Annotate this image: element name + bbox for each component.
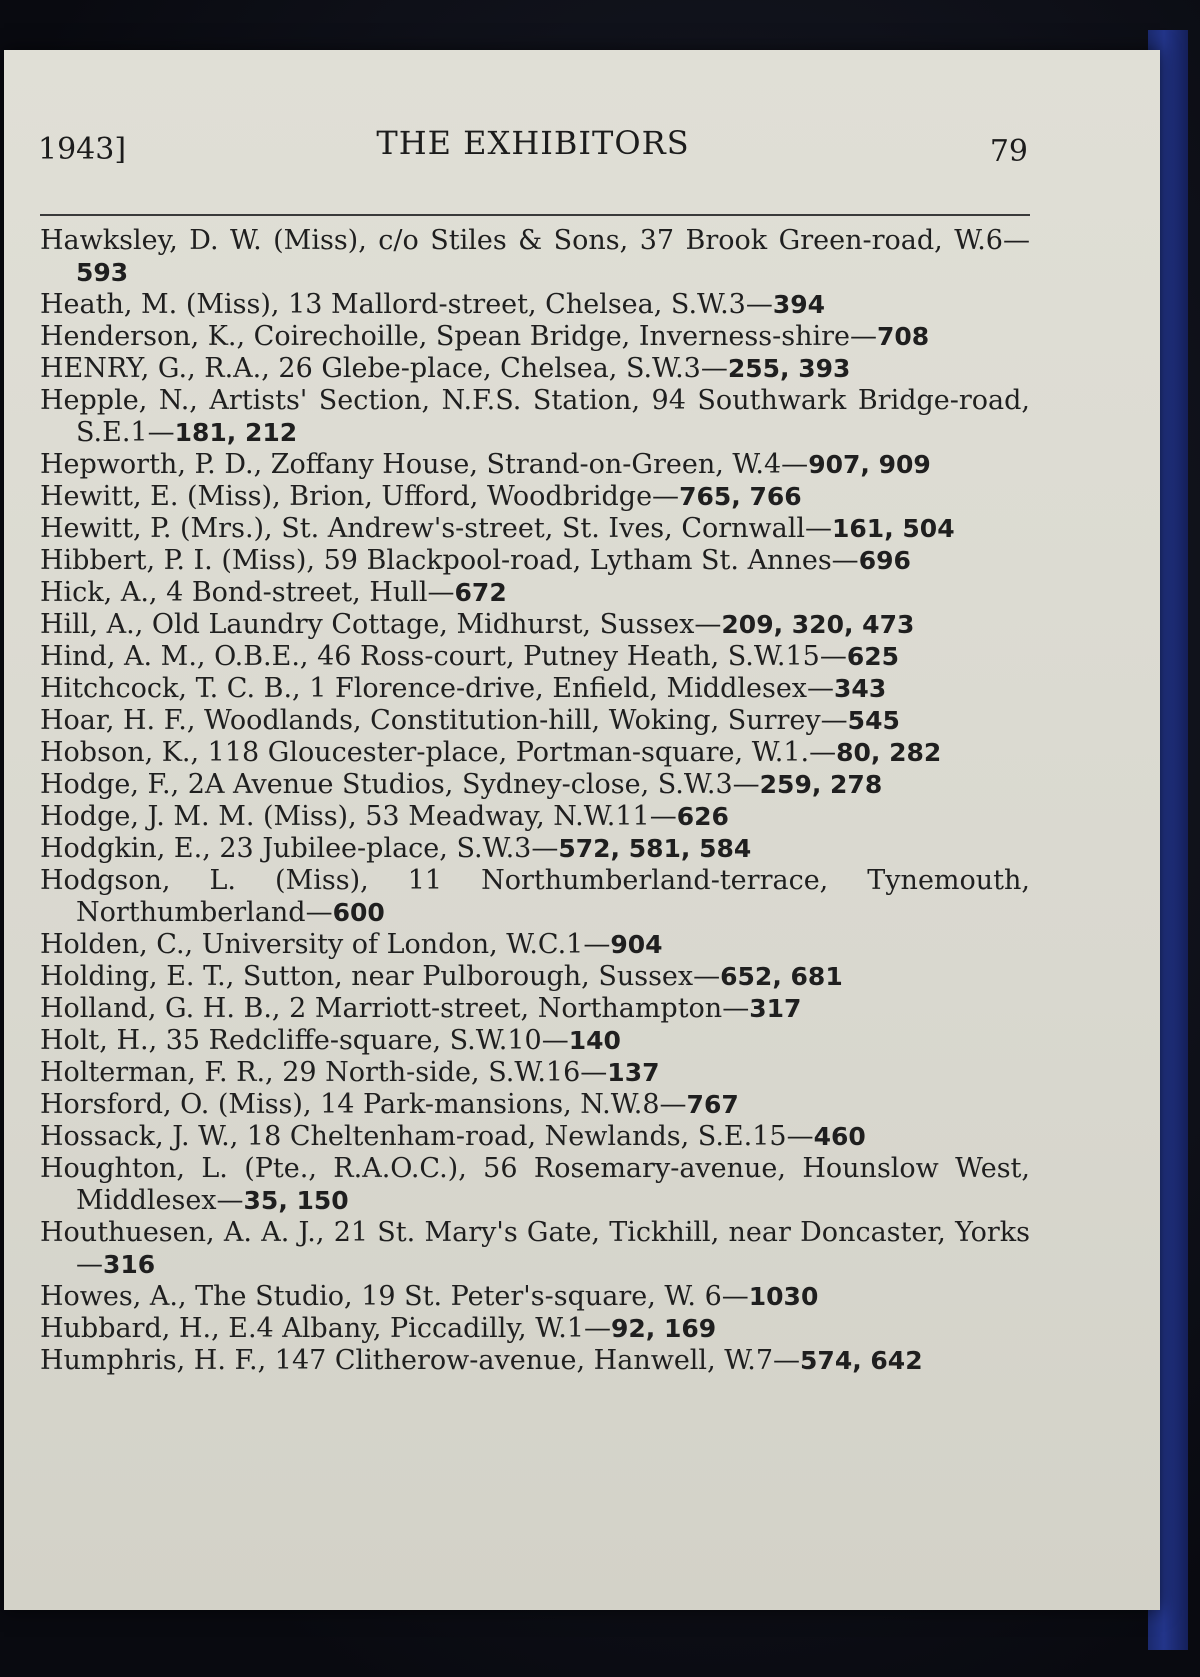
entry-text: Hind, A. M., O.B.E., 46 Ross-court, Putney Heath, S.W.15— (40, 641, 847, 672)
page-number: 79 (989, 134, 1028, 169)
list-item (40, 865, 1030, 929)
list-item (40, 353, 1030, 385)
list-item (40, 993, 1030, 1025)
entry-text: Hobson, K., 118 Gloucester-place, Portman-square, W.1.— (40, 737, 837, 768)
page-title: THE EXHIBITORS (376, 124, 690, 162)
header-rule (40, 214, 1030, 216)
list-item (40, 481, 1030, 513)
entry-text: Heath, M. (Miss), 13 Mallord-street, Chelsea, S.W.3— (40, 289, 773, 320)
entry-catalogue-numbers: 574, 642 (800, 1346, 923, 1375)
entry-catalogue-numbers: 259, 278 (759, 770, 883, 799)
entry-text: Henderson, K., Coirechoille, Spean Bridge, Inverness-shire— (40, 321, 877, 352)
entry-catalogue-numbers: 181, 212 (174, 418, 298, 447)
entry-catalogue-numbers: 904 (610, 930, 663, 959)
entry-catalogue-numbers: 343 (834, 674, 887, 703)
entry-catalogue-numbers: 696 (858, 546, 911, 575)
entry-catalogue-numbers: 765, 766 (679, 482, 802, 511)
entry-catalogue-numbers: 652, 681 (720, 962, 843, 991)
entry-text: Hodge, F., 2A Avenue Studios, Sydney-close, S.W.3— (40, 769, 760, 800)
list-item (40, 1281, 1030, 1313)
list-item (40, 1153, 1030, 1217)
list-item (40, 321, 1030, 353)
list-item (40, 1217, 1030, 1281)
list-item (40, 1089, 1030, 1121)
list-item (40, 705, 1030, 737)
entry-catalogue-numbers: 593 (76, 258, 129, 287)
entry-catalogue-numbers: 317 (749, 994, 802, 1023)
entry-text: Hossack, J. W., 18 Cheltenham-road, Newlands, S.E.15— (40, 1121, 814, 1152)
entry-text: Hodgkin, E., 23 Jubilee-place, S.W.3— (40, 833, 559, 864)
entry-text: Holt, H., 35 Redcliffe-square, S.W.10— (40, 1025, 569, 1056)
entry-text: Hick, A., 4 Bond-street, Hull— (40, 577, 455, 608)
entry-catalogue-numbers: 572, 581, 584 (558, 834, 752, 863)
entry-text: Houghton, L. (Pte., R.A.O.C.), 56 Rosemary-avenue, Hounslow West, Middlesex— (40, 1153, 1030, 1216)
entry-catalogue-numbers: 209, 320, 473 (721, 610, 915, 639)
entry-text: Humphris, H. F., 147 Clitherow-avenue, Hanwell, W.7— (40, 1345, 801, 1376)
entry-text: Hewitt, P. (Mrs.), St. Andrew's-street, St. Ives, Cornwall— (40, 513, 833, 544)
list-item (40, 545, 1030, 577)
entry-text: Hewitt, E. (Miss), Brion, Ufford, Woodbridge— (40, 481, 680, 512)
list-item (40, 929, 1030, 961)
entry-text: Hill, A., Old Laundry Cottage, Midhurst, Sussex— (40, 609, 722, 640)
list-item (40, 609, 1030, 641)
header-year: 1943] (38, 132, 127, 167)
entry-catalogue-numbers: 545 (847, 706, 900, 735)
list-item (40, 577, 1030, 609)
entry-catalogue-numbers: 140 (568, 1026, 621, 1055)
entry-catalogue-numbers: 161, 504 (832, 514, 955, 543)
entry-text: Hoar, H. F., Woodlands, Constitution-hill, Woking, Surrey— (40, 705, 848, 736)
list-item (40, 289, 1030, 321)
list-item (40, 1345, 1030, 1377)
list-item (40, 961, 1030, 993)
entry-catalogue-numbers: 600 (332, 898, 385, 927)
entry-catalogue-numbers: 137 (607, 1058, 660, 1087)
entry-text: Holding, E. T., Sutton, near Pulborough, Sussex— (40, 961, 721, 992)
entry-catalogue-numbers: 316 (103, 1250, 156, 1279)
entry-catalogue-numbers: 907, 909 (808, 450, 931, 479)
entry-text: Holland, G. H. B., 2 Marriott-street, Northampton— (40, 993, 750, 1024)
entry-text: Horsford, O. (Miss), 14 Park-mansions, N.W.8— (40, 1089, 687, 1120)
entry-text: Hawksley, D. W. (Miss), c/o Stiles & Sons, 37 Brook Green-road, W.6— (40, 225, 1030, 256)
entry-text: Howes, A., The Studio, 19 St. Peter's-square, W. 6— (40, 1281, 749, 1312)
entry-text: Holden, C., University of London, W.C.1— (40, 929, 611, 960)
entry-catalogue-numbers: 708 (877, 322, 930, 351)
list-item (40, 449, 1030, 481)
list-item (40, 225, 1030, 289)
list-item (40, 385, 1030, 449)
entry-catalogue-numbers: 672 (454, 578, 507, 607)
entry-text: Hitchcock, T. C. B., 1 Florence-drive, Enfield, Middlesex— (40, 673, 835, 704)
entry-catalogue-numbers: 255, 393 (727, 354, 851, 383)
entry-catalogue-numbers: 626 (676, 802, 729, 831)
list-item (40, 769, 1030, 801)
entry-catalogue-numbers: 767 (686, 1090, 739, 1119)
entry-text: HENRY, G., R.A., 26 Glebe-place, Chelsea, S.W.3— (40, 353, 728, 384)
entry-catalogue-numbers: 625 (846, 642, 900, 671)
entry-text: Hodgson, L. (Miss), 11 Northumberland-terrace, Tynemouth, Northumberland— (40, 865, 1030, 928)
entry-catalogue-numbers: 460 (813, 1122, 866, 1151)
list-item (40, 673, 1030, 705)
list-item (40, 1025, 1030, 1057)
exhibitor-list (40, 225, 1030, 1377)
entry-text: Hubbard, H., E.4 Albany, Piccadilly, W.1— (40, 1313, 611, 1344)
entry-catalogue-numbers: 394 (772, 290, 826, 319)
entry-text: Holterman, F. R., 29 North-side, S.W.16— (40, 1057, 608, 1088)
entry-catalogue-numbers: 35, 150 (243, 1186, 349, 1215)
list-item (40, 1057, 1030, 1089)
entry-text: Hepworth, P. D., Zoffany House, Strand-on-Green, W.4— (40, 449, 809, 480)
page-header (38, 110, 1028, 170)
list-item (40, 513, 1030, 545)
list-item (40, 1313, 1030, 1345)
list-item (40, 833, 1030, 865)
entry-text: Houthuesen, A. A. J., 21 St. Mary's Gate, Tickhill, near Doncaster, Yorks— (40, 1217, 1030, 1280)
entry-text: Hibbert, P. I. (Miss), 59 Blackpool-road, Lytham St. Annes— (40, 545, 859, 576)
entry-text: Hepple, N., Artists' Section, N.F.S. Station, 94 Southwark Bridge-road, S.E.1— (40, 385, 1030, 448)
list-item (40, 737, 1030, 769)
list-item (40, 641, 1030, 673)
entry-catalogue-numbers: 80, 282 (836, 738, 942, 767)
list-item (40, 1121, 1030, 1153)
entry-catalogue-numbers: 92, 169 (611, 1314, 717, 1343)
entry-text: Hodge, J. M. M. (Miss), 53 Meadway, N.W.11— (40, 801, 677, 832)
list-item (40, 801, 1030, 833)
entry-catalogue-numbers: 1030 (748, 1282, 819, 1311)
